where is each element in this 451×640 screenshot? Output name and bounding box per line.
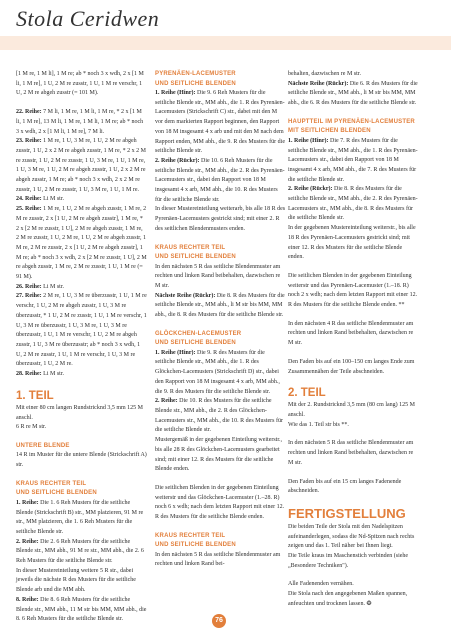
paragraph: Mustergemäß in der gegebenen Einteilung weiterstr., bis alle 28 R des Glöckchen-Lacemusters gearbeitet sind; mit einer 12. R des Musters für die seitliche Blende enden. [155, 437, 283, 473]
row-text: Die 6. R des Musters für die seitliche Blende str., MM abh., li M str bis MM, MM abh., die 6. R des Musters für die seitliche Blende str. [288, 80, 418, 107]
title-band [0, 36, 451, 50]
row-label: 1. Reihe (Hinr): [155, 349, 196, 356]
paragraph [155, 349, 286, 398]
paragraph [155, 397, 286, 436]
paragraph: Den Faden bis auf ein 15 cm langes Fadenende abschneiden. [288, 478, 402, 495]
row-label: 8. Reihe: [16, 596, 39, 603]
column-left [16, 70, 147, 625]
row-text: 2 M re, 1 U, 3 M re überzusstr, 1 U, 1 M re verschr, 1 U, 2 M re abgeh zusstr, 1 U, 3 M re überzusstr, * 1 U, 2 M re zusstr, 1 U, 1 M re verschr, 1 U, 3 M re überzusstr, 1 U, 3 M re, 1 U, 3 M re überzusstr, 1 U, 1 M re verschr, 1 U, 2 M re abgeh zusstr, 1 U, 3 M re überzusstr; ab * noch 3 x wdh, 1 U, 2 M re zusstr, 1 U, 1 M re verschr, 1 U, 3 M re überzusstr, 1 U, 2 M re. [16, 293, 147, 368]
row-label: 1. Reihe (Hinr): [155, 90, 196, 96]
row-label: 2. Reihe (Rückr): [288, 186, 333, 193]
row-text: Die 8. R des Musters für die seitliche Blende str., MM abh., die 2. R des Pyrenäen-Lacemusters str., MM abh., die 8. R des Musters für die seitliche Blende str. [288, 186, 418, 222]
paragraph: In der gegebenen Mustereinteilung weiterstr., bis alle 18 R des Pyrenäen-Lacemusters gestrickt sind; mit einer 12. R des Musters für die seitliche Blende enden. [288, 225, 416, 261]
paragraph: Den Faden bis auf ein 100–150 cm langes Ende zum Zusammennähen der Teile abschneiden. [288, 358, 415, 375]
row-label: 26. Reihe: [16, 283, 42, 290]
row-text: Die 8. 6 Reh Musters für die seitliche Blende str., MM abh., 11 M str bis MM, MM abh., die 8. 6 Reh Musters für die seitliche Blende str. [16, 596, 147, 623]
subheading-untere-blende: UNTERE BLENDE [16, 442, 70, 449]
paragraph: Die seitlichen Blenden in der gegebenen Einteilung weiterstr und das Pyrenäen-Lacemuster (1.–18. R) noch 2 x wdh; nach dem letzten Rapport mit einer 12. R des Musters für die seitliche Blende enden. ** [288, 272, 418, 309]
pattern-row-27 [16, 292, 147, 370]
row-text: Die 7. R des Musters für die seitliche Blende str., MM abh., die 1. R des Pyrenäen-Lacemusters str., dabei den Rapport von 18 M insgesamt 4 x arb, MM abh., die 7. R des Musters für die seitliche Blende str. [288, 137, 418, 183]
paragraph [288, 80, 419, 109]
pattern-row-24 [16, 195, 147, 205]
row-label: 2. Reihe (Rückr): [155, 157, 200, 164]
pattern-rows-22-28 [16, 108, 147, 380]
row-label: 1. Reihe (Hinr): [288, 137, 329, 144]
row-text: Die 8. R des Musters für die seitliche Blende str., MM abh., li M str bis MM, MM abh., die 8. R des Musters für die seitliche Blende str. [155, 292, 285, 319]
row-label: 22. Reihe: [16, 109, 42, 116]
paragraph [16, 538, 147, 567]
subheading-seitliche-blenden: UND SEITLICHE BLENDEN [155, 80, 236, 87]
subheading-gloeckchen-lacemuster: GLÖCKCHEN-LACEMUSTER [155, 330, 242, 337]
paragraph: Die beiden Teile der Stola mit den Nadelspitzen aufeinanderlegen, sodass die Nd-Spitzen nach rechts zeigen und das 1. Teil näher bei Ihnen liegt. [288, 523, 415, 550]
row-text: Li M str. [41, 371, 65, 378]
subheading-seitliche-blenden: UND SEITLICHE BLENDEN [155, 254, 236, 261]
section-heading-teil-2: 2. TEIL [288, 387, 326, 400]
row-text: Die 10. 6 Reh Musters für die seitliche Blende str., MM abh., die 2. R des Pyrenäen-Lacemusters str., dabei den Rapport von 18 M insgesamt 4 x arb, MM abh., die 10. R des Musters für die seitliche Blende str. [155, 157, 285, 203]
row-text: Die 2. 6 Reh Musters für die seitliche Blende str., MM abh., 91 M re str., MM abh., die 2. 6 Reh Musters für die seitliche Blende str. [16, 538, 144, 565]
row-text: Die 10. R des Musters für die seitliche Blende str., MM abh., die 2. R des Glöckchen-Lacemusters str., MM abh., die 10. R des Musters für die seitliche Blende str. [155, 398, 283, 434]
paragraph [155, 157, 286, 206]
paragraph: In den nächsten 4 R das seitliche Blendenmuster am rechten und linken Rand beibehalten, dazwischen re M str. [288, 320, 414, 347]
row-text: Li M str. [41, 196, 65, 203]
paragraph: 14 R im Muster für die untere Blende (Strickschrift A) str. [16, 452, 147, 469]
paragraph: 6 R re M str. [16, 424, 47, 431]
row-label: 27. Reihe: [16, 293, 42, 300]
page-title: Stola Ceridwen [16, 6, 160, 31]
section-heading-teil-1: 1. TEIL [16, 389, 54, 402]
row-label: Nächste Reihe (Rückr): [155, 292, 216, 299]
paragraph: In den nächsten 5 R das seitliche Blendenmuster am rechten und linken Rand bei- [155, 551, 281, 568]
pattern-row-21-continued: [1 M re, 1 M li], 1 M re; ab * noch 3 x wdh, 2 x [1 M li, 1 M re], 1 U, 2 M re zusstr, 1 U, 1 M re verschr, 1 U, 2 M re abgeh zusstr (= 101 M). [16, 71, 144, 97]
row-label: Nächste Reihe (Rückr): [288, 80, 349, 87]
paragraph: In dieser Mustereinteilung weiterarb, bis alle 18 R des Pyrenäen-Lacemusters gestrickt sind; mit einer 2. R des seitlichen Blendenmusters enden. [155, 206, 286, 232]
column-right [288, 70, 419, 610]
column-middle [155, 70, 286, 570]
pattern-row-25 [16, 205, 147, 283]
paragraph [16, 596, 147, 625]
row-text: Li M str. [41, 283, 65, 290]
row-label: 2. Reihe: [155, 398, 178, 405]
row-label: 28. Reihe: [16, 371, 42, 378]
paragraph: Die Stola nach den angegebenen Maßen spannen, anfeuchten und trocknen lassen. ❂ [288, 591, 408, 607]
subheading-seitliche-blenden: MIT SEITLICHEN BLENDEN [288, 128, 371, 135]
subheading-seitliche-blenden: UND SEITLICHE BLENDEN [16, 490, 97, 497]
paragraph [155, 292, 286, 321]
page-number-badge: 76 [212, 614, 226, 628]
row-text: Die 1. 6 Reh Musters für die seitliche Blende (Strickschrift B) str., MM platzieren, 91 M re str., MM platzieren, die 1. 6 Reh Musters für die seitliche Blende str. [16, 499, 144, 535]
row-text: 7 M li, 1 M re, 1 M li, 1 M re, * 2 x [1 M li, 1 M re], 13 M li, 1 M re, 1 M li, 1 M re; ab * noch 3 x wdh, 2 x [1 M li, 1 M re], 7 M li. [16, 109, 144, 135]
subheading-seitliche-blenden: UND SEITLICHE BLENDEN [155, 340, 236, 347]
row-text: 1 M re, 1 U, 2 M re abgeh zusstr, 1 M re, 2 M re zusstr, 2 x [1 U, 2 M re abgeh zusstr], 1 M re, * 2 x [2 M re zusstr, 1 U], 2 M re abgeh zusstr, 1 M re, 2 M re zusstr, 1 U, 2 M re, 1 U, 2 M re abgeh zusstr, 1 M re, 2 M re zusstr, 2 x [1 U, 2 M re abgeh zusstr], 1 M re; ab * noch 3 x wdh, 2 x [2 M re zusstr, 1 U], 2 M re abgeh zusstr, 1 M re, 2 M re zusstr, 1 U, 1 M re (= 91 M). [16, 206, 147, 281]
paragraph: Wie das 1. Teil str bis **. [288, 421, 349, 428]
subheading-hauptteil: HAUPTTEIL IM PYRENÄEN-LACEMUSTER [288, 118, 415, 125]
paragraph: Mit der 2. Rundstricknd 3,5 mm (80 cm lang) 125 M anschl. [288, 402, 415, 418]
row-label: 2. Reihe: [16, 538, 39, 545]
paragraph: In den nächsten 5 R das seitliche Blendenmuster am rechten und linken Rand beibehalten, dazwischen re M str. [288, 440, 414, 466]
pattern-row-22 [16, 108, 147, 137]
row-label: 23. Reihe: [16, 138, 42, 145]
paragraph: behalten, dazwischen re M str. [288, 71, 361, 77]
row-label: 1. Reihe: [16, 499, 39, 506]
subheading-pyrenaeen-lacemuster: PYRENÄEN-LACEMUSTER [155, 71, 236, 77]
subheading-kraus-rechter-teil: KRAUS RECHTER TEIL [155, 532, 226, 539]
subheading-kraus-rechter-teil: KRAUS RECHTER TEIL [155, 244, 226, 251]
paragraph: Alle Fadenenden vernähen. [288, 581, 354, 588]
row-text: 1 M re, 1 U, 3 M re, 1 U, 2 M re abgeh zusstr, 1 U, 2 x 2 M re abgeh zusstr, 1 M re, * 2 x 2 M re zusstr, 1 U, 2 M re zusstr, 1 U, 3 M re, 1 U, 1 M re, 1 U, 3 M re, 1 U, 2 M re abgeh zusstr, 1 U, 2 x 2 M re abgeh zusstr, 1 M re; ab * noch 3 x wdh, 2 x 2 M re zusstr, 1 U, 2 M re zusstr, 1 U, 3 M re, 1 U, 1 M re. [16, 138, 147, 193]
row-label: 25. Reihe: [16, 206, 42, 213]
subheading-seitliche-blenden: UND SEITLICHE BLENDEN [155, 542, 236, 549]
subheading-kraus-rechter-teil: KRAUS RECHTER TEIL [16, 480, 87, 487]
section-heading-fertigstellung: FERTIGSTELLUNG [288, 505, 406, 521]
pattern-row-28 [16, 370, 147, 380]
pattern-row-23 [16, 137, 147, 195]
paragraph: In den nächsten 5 R das seitliche Blendenmuster am rechten und linken Rand beibehalten, dazwischen re M str. [155, 263, 281, 289]
paragraph: In dieser Mustereinteilung weitere 5 R str., dabei jeweils die nächste R des Musters für die seitliche Blende arb und die MM abh. [16, 567, 136, 594]
row-label: 24. Reihe: [16, 196, 42, 203]
paragraph: Mit einer 80 cm langen Rundstricknd 3,5 mm 125 M anschl. [16, 404, 143, 421]
paragraph: Die seitlichen Blenden in der gegebenen Einteilung weiterstr und das Glöckchen-Lacemuster (1.–28. R) noch 6 x wdh; nach dem letzten Rapport mit einer 12. R des Musters für die seitliche Blende enden. [155, 484, 285, 521]
row-text: Die 9. 6 Reh Musters für die seitliche Blende str., MM abh., die 1. R des Pyrenäen-Lacemusters (Strickschrift C) str., dabei mit den M vor dem markierten Rapport beginnen, den Rapport von 18 M insgesamt 4 x arb und mit den M nach dem Rapport enden, MM abh., die 9. R des Musters für die seitliche Blende str. [155, 90, 285, 155]
pattern-row-26 [16, 283, 147, 293]
paragraph [288, 185, 419, 224]
paragraph [16, 499, 147, 538]
paragraph: Die Teile kraus im Maschenstich verbinden (siehe „Besondere Techniken"). [288, 553, 409, 569]
row-text: Die 9. R des Musters für die seitliche Blende str., MM abh., die 1. R des Glöckchen-Lacemusters (Strickschrift D) str., dabei den Rapport von 18 M insgesamt 4 x arb, MM abh., die 9. R des Musters für die seitliche Blende str. [155, 349, 280, 395]
paragraph [155, 89, 286, 157]
paragraph [288, 137, 419, 186]
